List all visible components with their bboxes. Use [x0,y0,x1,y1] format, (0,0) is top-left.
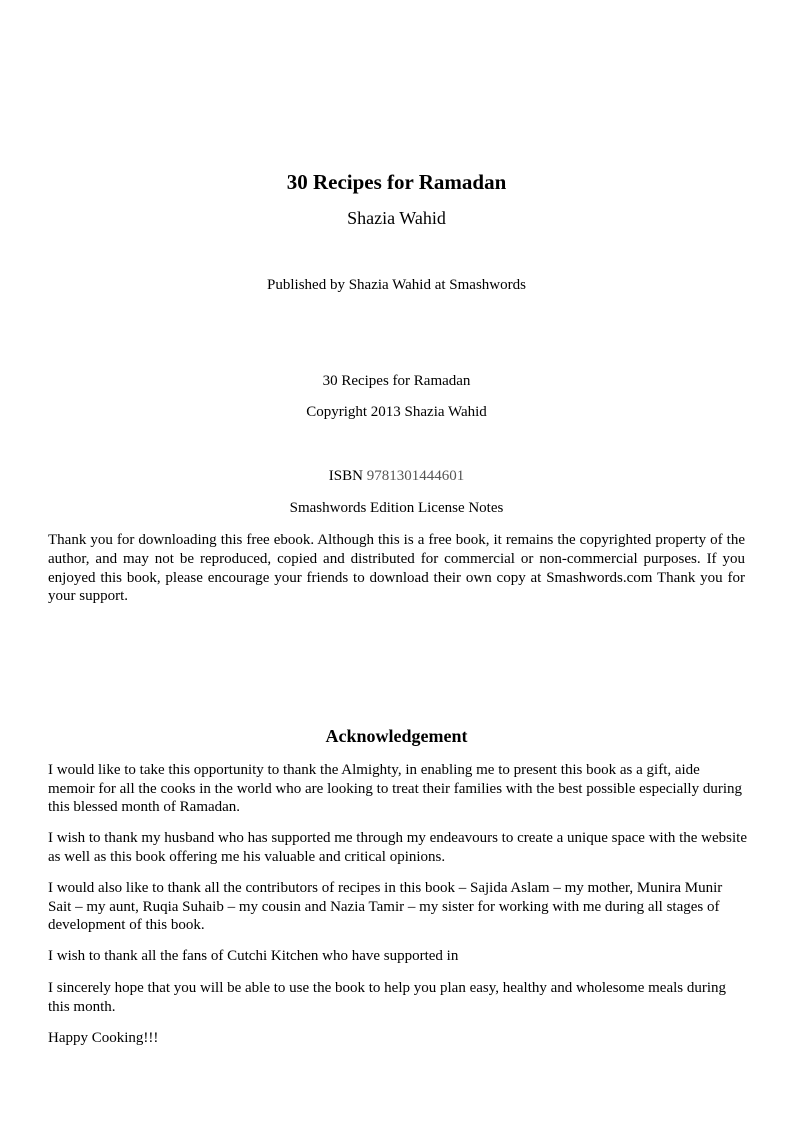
book-title: 30 Recipes for Ramadan [286,170,507,194]
isbn-line [0,467,793,485]
acknowledgement-paragraph: I wish to thank all the fans of Cutchi Kitchen who have supported in [48,948,459,964]
acknowledgement-paragraph: I sincerely hope that you will be able to use the book to help you plan easy, healthy and wholesome meals during this month. [48,980,727,1015]
copyright-line: Copyright 2013 Shazia Wahid [306,404,487,420]
isbn-number: 9781301444601 [366,468,465,484]
acknowledgement-heading: Acknowledgement [325,726,468,746]
author-name: Shazia Wahid [347,208,446,228]
publisher-line: Published by Shazia Wahid at Smashwords [267,277,526,293]
acknowledgement-paragraph: I wish to thank my husband who has supported me through my endeavours to create a unique space with the website as well as this book offering me his valuable and critical opinions. [48,830,748,865]
license-notes-heading: Smashwords Edition License Notes [289,500,504,516]
isbn-label: ISBN [328,468,367,484]
closing-line: Happy Cooking!!! [48,1030,159,1046]
acknowledgement-paragraph: I would like to take this opportunity to thank the Almighty, in enabling me to present this book as a gift, aide memoir for all the cooks in the world who are looking to treat their families with the best possible especially during this blessed month of Ramadan. [48,762,742,815]
copyright-book-title: 30 Recipes for Ramadan [322,373,471,389]
acknowledgement-paragraph: I would also like to thank all the contributors of recipes in this book – Sajida Aslam – my mother, Munira Munir Sait – my aunt, Ruqia Suhaib – my cousin and Nazia Tamir – my sister for working with me during all stages of development of this book. [48,880,723,933]
license-text: Thank you for downloading this free ebook. Although this is a free book, it remains the copyrighted property of the author, and may not be reproduced, copied and distributed for commercial or non-commercial purposes. If you enjoyed this book, please encourage your friends to download their own copy at Smashwords.com Thank you for your support. [48,532,745,605]
